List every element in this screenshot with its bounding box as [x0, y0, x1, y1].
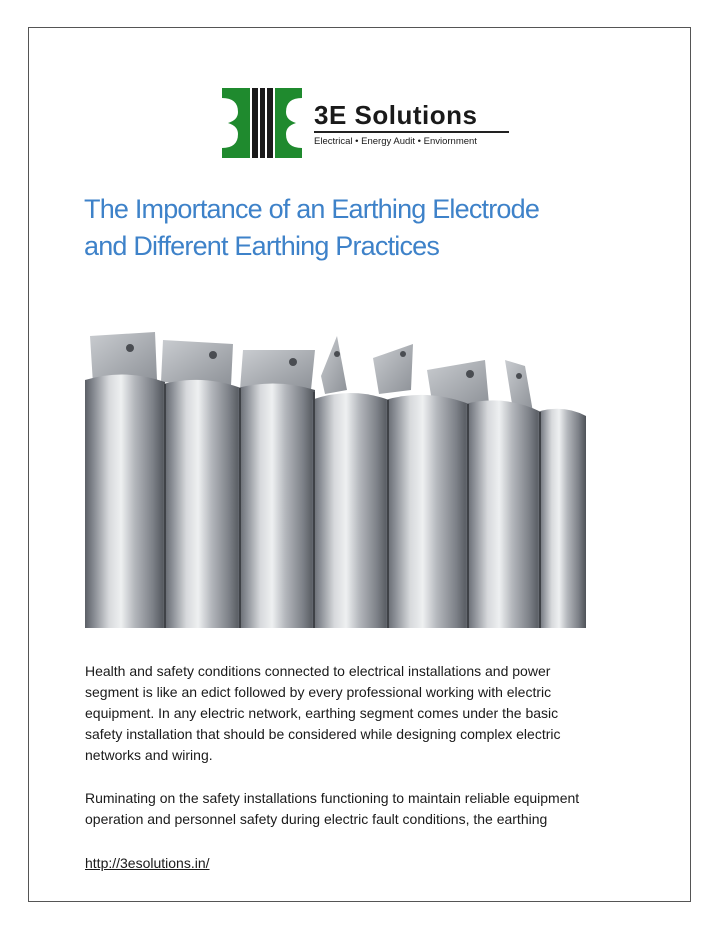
page-title [84, 191, 539, 265]
title-line-2: and Different Earthing Practices [84, 231, 440, 261]
p1-line: safety installation that should be considered while designing complex electric [85, 726, 561, 742]
p1-line: Health and safety conditions connected to electrical installations and power [85, 663, 551, 679]
website-link[interactable]: http://3esolutions.in/ [85, 855, 210, 871]
brand-name: 3E Solutions [314, 100, 478, 130]
brand-tagline: Electrical • Energy Audit • Enviornment [314, 136, 477, 147]
p1-line: networks and wiring. [85, 747, 213, 763]
p1-line: segment is like an edict followed by every professional working with electric [85, 684, 552, 700]
body-paragraph-1 [85, 661, 645, 766]
title-line-1: The Importance of an Earthing Electrode [84, 194, 540, 224]
3e-logo-mark-icon [220, 86, 304, 160]
body-paragraph-2 [85, 788, 645, 830]
p1-line: equipment. In any electric network, earthing segment comes under the basic [85, 705, 559, 721]
p2-line: operation and personnel safety during electric fault conditions, the earthing [85, 811, 548, 827]
brand-divider [314, 131, 509, 133]
p2-line: Ruminating on the safety installations functioning to maintain reliable equipment [85, 790, 580, 806]
earthing-electrodes-photo [85, 328, 586, 628]
company-logo [220, 86, 520, 160]
